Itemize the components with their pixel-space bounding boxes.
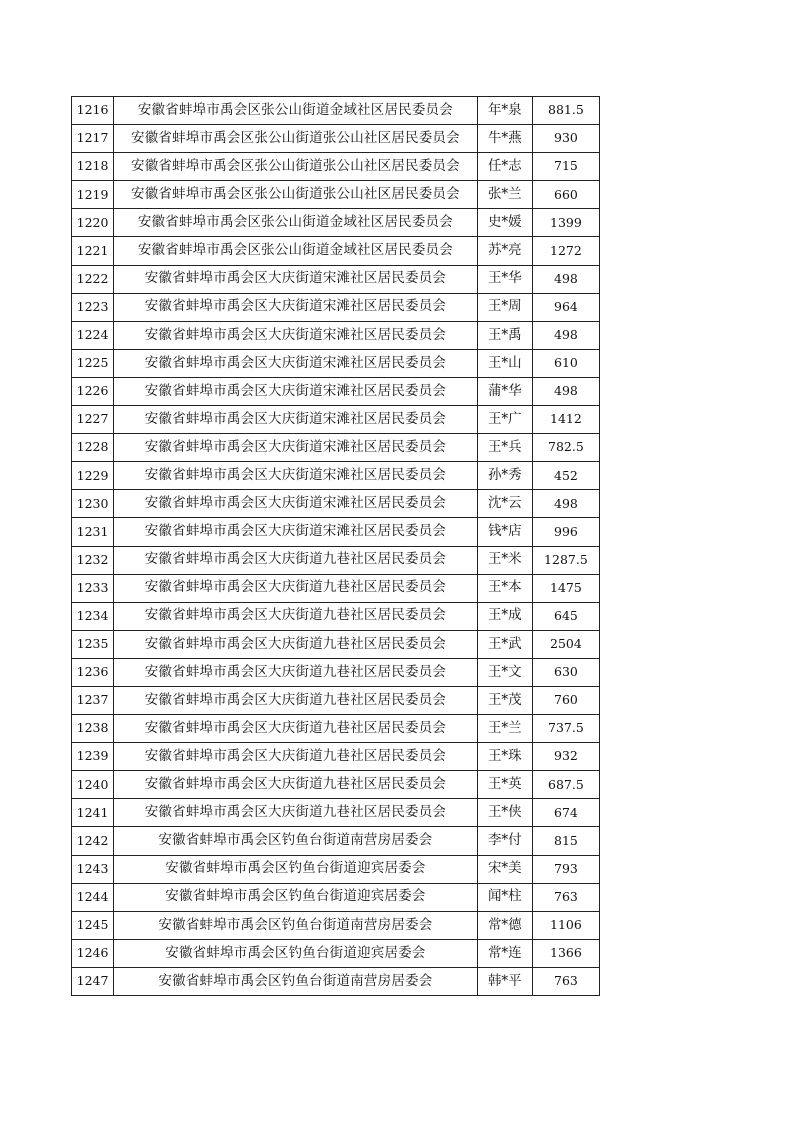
- row-number-cell: 1233: [72, 574, 114, 602]
- person-name-cell: 李*付: [477, 827, 532, 855]
- table-row: [72, 237, 600, 265]
- organization-cell: 安徽省蚌埠市禹会区钓鱼台街道迎宾居委会: [114, 855, 478, 883]
- amount-cell: 1366: [532, 939, 599, 967]
- organization-cell: 安徽省蚌埠市禹会区大庆街道宋滩社区居民委员会: [114, 349, 478, 377]
- organization-cell: 安徽省蚌埠市禹会区大庆街道九巷社区居民委员会: [114, 686, 478, 714]
- person-name-cell: 苏*亮: [477, 237, 532, 265]
- table-row: [72, 265, 600, 293]
- table-row: [72, 686, 600, 714]
- person-name-cell: 王*珠: [477, 743, 532, 771]
- person-name-cell: 蒲*华: [477, 377, 532, 405]
- organization-cell: 安徽省蚌埠市禹会区钓鱼台街道迎宾居委会: [114, 883, 478, 911]
- row-number-cell: 1232: [72, 546, 114, 574]
- row-number-cell: 1230: [72, 490, 114, 518]
- organization-cell: 安徽省蚌埠市禹会区钓鱼台街道南营房居委会: [114, 827, 478, 855]
- table-row: [72, 771, 600, 799]
- person-name-cell: 王*周: [477, 293, 532, 321]
- organization-cell: 安徽省蚌埠市禹会区大庆街道宋滩社区居民委员会: [114, 406, 478, 434]
- person-name-cell: 任*志: [477, 153, 532, 181]
- amount-cell: 610: [532, 349, 599, 377]
- amount-cell: 1475: [532, 574, 599, 602]
- table-row: [72, 967, 600, 995]
- organization-cell: 安徽省蚌埠市禹会区大庆街道宋滩社区居民委员会: [114, 518, 478, 546]
- person-name-cell: 牛*燕: [477, 125, 532, 153]
- amount-cell: 498: [532, 321, 599, 349]
- row-number-cell: 1221: [72, 237, 114, 265]
- row-number-cell: 1239: [72, 743, 114, 771]
- amount-cell: 1106: [532, 911, 599, 939]
- table-row: [72, 602, 600, 630]
- row-number-cell: 1240: [72, 771, 114, 799]
- table-row: [72, 939, 600, 967]
- row-number-cell: 1218: [72, 153, 114, 181]
- table-body: [72, 97, 600, 996]
- organization-cell: 安徽省蚌埠市禹会区大庆街道九巷社区居民委员会: [114, 743, 478, 771]
- data-table: [71, 96, 600, 996]
- row-number-cell: 1228: [72, 434, 114, 462]
- table-row: [72, 518, 600, 546]
- amount-cell: 932: [532, 743, 599, 771]
- organization-cell: 安徽省蚌埠市禹会区大庆街道九巷社区居民委员会: [114, 574, 478, 602]
- table-row: [72, 658, 600, 686]
- table-row: [72, 209, 600, 237]
- amount-cell: 964: [532, 293, 599, 321]
- table-row: [72, 97, 600, 125]
- row-number-cell: 1234: [72, 602, 114, 630]
- amount-cell: 881.5: [532, 97, 599, 125]
- person-name-cell: 常*连: [477, 939, 532, 967]
- amount-cell: 760: [532, 686, 599, 714]
- person-name-cell: 王*茂: [477, 686, 532, 714]
- person-name-cell: 王*成: [477, 602, 532, 630]
- row-number-cell: 1245: [72, 911, 114, 939]
- organization-cell: 安徽省蚌埠市禹会区大庆街道九巷社区居民委员会: [114, 602, 478, 630]
- table-row: [72, 462, 600, 490]
- amount-cell: 930: [532, 125, 599, 153]
- amount-cell: 687.5: [532, 771, 599, 799]
- row-number-cell: 1247: [72, 967, 114, 995]
- row-number-cell: 1231: [72, 518, 114, 546]
- amount-cell: 782.5: [532, 434, 599, 462]
- amount-cell: 2504: [532, 630, 599, 658]
- person-name-cell: 常*德: [477, 911, 532, 939]
- organization-cell: 安徽省蚌埠市禹会区大庆街道九巷社区居民委员会: [114, 658, 478, 686]
- amount-cell: 715: [532, 153, 599, 181]
- amount-cell: 1399: [532, 209, 599, 237]
- amount-cell: 660: [532, 181, 599, 209]
- organization-cell: 安徽省蚌埠市禹会区张公山街道张公山社区居民委员会: [114, 153, 478, 181]
- row-number-cell: 1219: [72, 181, 114, 209]
- organization-cell: 安徽省蚌埠市禹会区大庆街道九巷社区居民委员会: [114, 630, 478, 658]
- row-number-cell: 1241: [72, 799, 114, 827]
- table-row: [72, 883, 600, 911]
- organization-cell: 安徽省蚌埠市禹会区钓鱼台街道迎宾居委会: [114, 939, 478, 967]
- organization-cell: 安徽省蚌埠市禹会区大庆街道宋滩社区居民委员会: [114, 490, 478, 518]
- organization-cell: 安徽省蚌埠市禹会区钓鱼台街道南营房居委会: [114, 967, 478, 995]
- person-name-cell: 王*华: [477, 265, 532, 293]
- amount-cell: 815: [532, 827, 599, 855]
- organization-cell: 安徽省蚌埠市禹会区大庆街道九巷社区居民委员会: [114, 546, 478, 574]
- person-name-cell: 孙*秀: [477, 462, 532, 490]
- person-name-cell: 王*英: [477, 771, 532, 799]
- table-row: [72, 125, 600, 153]
- table-row: [72, 799, 600, 827]
- row-number-cell: 1229: [72, 462, 114, 490]
- row-number-cell: 1243: [72, 855, 114, 883]
- organization-cell: 安徽省蚌埠市禹会区大庆街道九巷社区居民委员会: [114, 771, 478, 799]
- row-number-cell: 1242: [72, 827, 114, 855]
- table-row: [72, 181, 600, 209]
- amount-cell: 645: [532, 602, 599, 630]
- amount-cell: 1272: [532, 237, 599, 265]
- row-number-cell: 1222: [72, 265, 114, 293]
- amount-cell: 763: [532, 883, 599, 911]
- person-name-cell: 王*本: [477, 574, 532, 602]
- organization-cell: 安徽省蚌埠市禹会区大庆街道宋滩社区居民委员会: [114, 377, 478, 405]
- table-row: [72, 855, 600, 883]
- row-number-cell: 1217: [72, 125, 114, 153]
- organization-cell: 安徽省蚌埠市禹会区大庆街道九巷社区居民委员会: [114, 715, 478, 743]
- organization-cell: 安徽省蚌埠市禹会区大庆街道宋滩社区居民委员会: [114, 321, 478, 349]
- table-row: [72, 406, 600, 434]
- table-row: [72, 321, 600, 349]
- row-number-cell: 1220: [72, 209, 114, 237]
- table-row: [72, 490, 600, 518]
- table-row: [72, 434, 600, 462]
- amount-cell: 1412: [532, 406, 599, 434]
- row-number-cell: 1226: [72, 377, 114, 405]
- person-name-cell: 张*兰: [477, 181, 532, 209]
- row-number-cell: 1246: [72, 939, 114, 967]
- amount-cell: 1287.5: [532, 546, 599, 574]
- amount-cell: 737.5: [532, 715, 599, 743]
- amount-cell: 498: [532, 265, 599, 293]
- person-name-cell: 王*山: [477, 349, 532, 377]
- organization-cell: 安徽省蚌埠市禹会区大庆街道宋滩社区居民委员会: [114, 434, 478, 462]
- organization-cell: 安徽省蚌埠市禹会区大庆街道宋滩社区居民委员会: [114, 265, 478, 293]
- person-name-cell: 王*广: [477, 406, 532, 434]
- row-number-cell: 1244: [72, 883, 114, 911]
- organization-cell: 安徽省蚌埠市禹会区张公山街道张公山社区居民委员会: [114, 125, 478, 153]
- table-row: [72, 349, 600, 377]
- row-number-cell: 1224: [72, 321, 114, 349]
- amount-cell: 452: [532, 462, 599, 490]
- amount-cell: 763: [532, 967, 599, 995]
- table-row: [72, 377, 600, 405]
- person-name-cell: 沈*云: [477, 490, 532, 518]
- person-name-cell: 王*侠: [477, 799, 532, 827]
- person-name-cell: 钱*店: [477, 518, 532, 546]
- row-number-cell: 1216: [72, 97, 114, 125]
- table-row: [72, 630, 600, 658]
- amount-cell: 498: [532, 490, 599, 518]
- person-name-cell: 闻*柱: [477, 883, 532, 911]
- row-number-cell: 1223: [72, 293, 114, 321]
- person-name-cell: 韩*平: [477, 967, 532, 995]
- row-number-cell: 1227: [72, 406, 114, 434]
- organization-cell: 安徽省蚌埠市禹会区钓鱼台街道南营房居委会: [114, 911, 478, 939]
- table-row: [72, 574, 600, 602]
- organization-cell: 安徽省蚌埠市禹会区大庆街道宋滩社区居民委员会: [114, 293, 478, 321]
- person-name-cell: 王*武: [477, 630, 532, 658]
- person-name-cell: 王*兰: [477, 715, 532, 743]
- person-name-cell: 王*禹: [477, 321, 532, 349]
- row-number-cell: 1237: [72, 686, 114, 714]
- table-row: [72, 911, 600, 939]
- organization-cell: 安徽省蚌埠市禹会区张公山街道金域社区居民委员会: [114, 97, 478, 125]
- table-row: [72, 715, 600, 743]
- person-name-cell: 年*泉: [477, 97, 532, 125]
- amount-cell: 674: [532, 799, 599, 827]
- person-name-cell: 王*兵: [477, 434, 532, 462]
- amount-cell: 498: [532, 377, 599, 405]
- organization-cell: 安徽省蚌埠市禹会区张公山街道金域社区居民委员会: [114, 209, 478, 237]
- amount-cell: 996: [532, 518, 599, 546]
- person-name-cell: 史*媛: [477, 209, 532, 237]
- person-name-cell: 王*米: [477, 546, 532, 574]
- table-row: [72, 293, 600, 321]
- organization-cell: 安徽省蚌埠市禹会区张公山街道张公山社区居民委员会: [114, 181, 478, 209]
- row-number-cell: 1238: [72, 715, 114, 743]
- table-row: [72, 546, 600, 574]
- row-number-cell: 1236: [72, 658, 114, 686]
- organization-cell: 安徽省蚌埠市禹会区大庆街道九巷社区居民委员会: [114, 799, 478, 827]
- table-row: [72, 827, 600, 855]
- amount-cell: 793: [532, 855, 599, 883]
- table-row: [72, 153, 600, 181]
- row-number-cell: 1225: [72, 349, 114, 377]
- person-name-cell: 宋*美: [477, 855, 532, 883]
- row-number-cell: 1235: [72, 630, 114, 658]
- person-name-cell: 王*文: [477, 658, 532, 686]
- organization-cell: 安徽省蚌埠市禹会区大庆街道宋滩社区居民委员会: [114, 462, 478, 490]
- organization-cell: 安徽省蚌埠市禹会区张公山街道金域社区居民委员会: [114, 237, 478, 265]
- table-row: [72, 743, 600, 771]
- amount-cell: 630: [532, 658, 599, 686]
